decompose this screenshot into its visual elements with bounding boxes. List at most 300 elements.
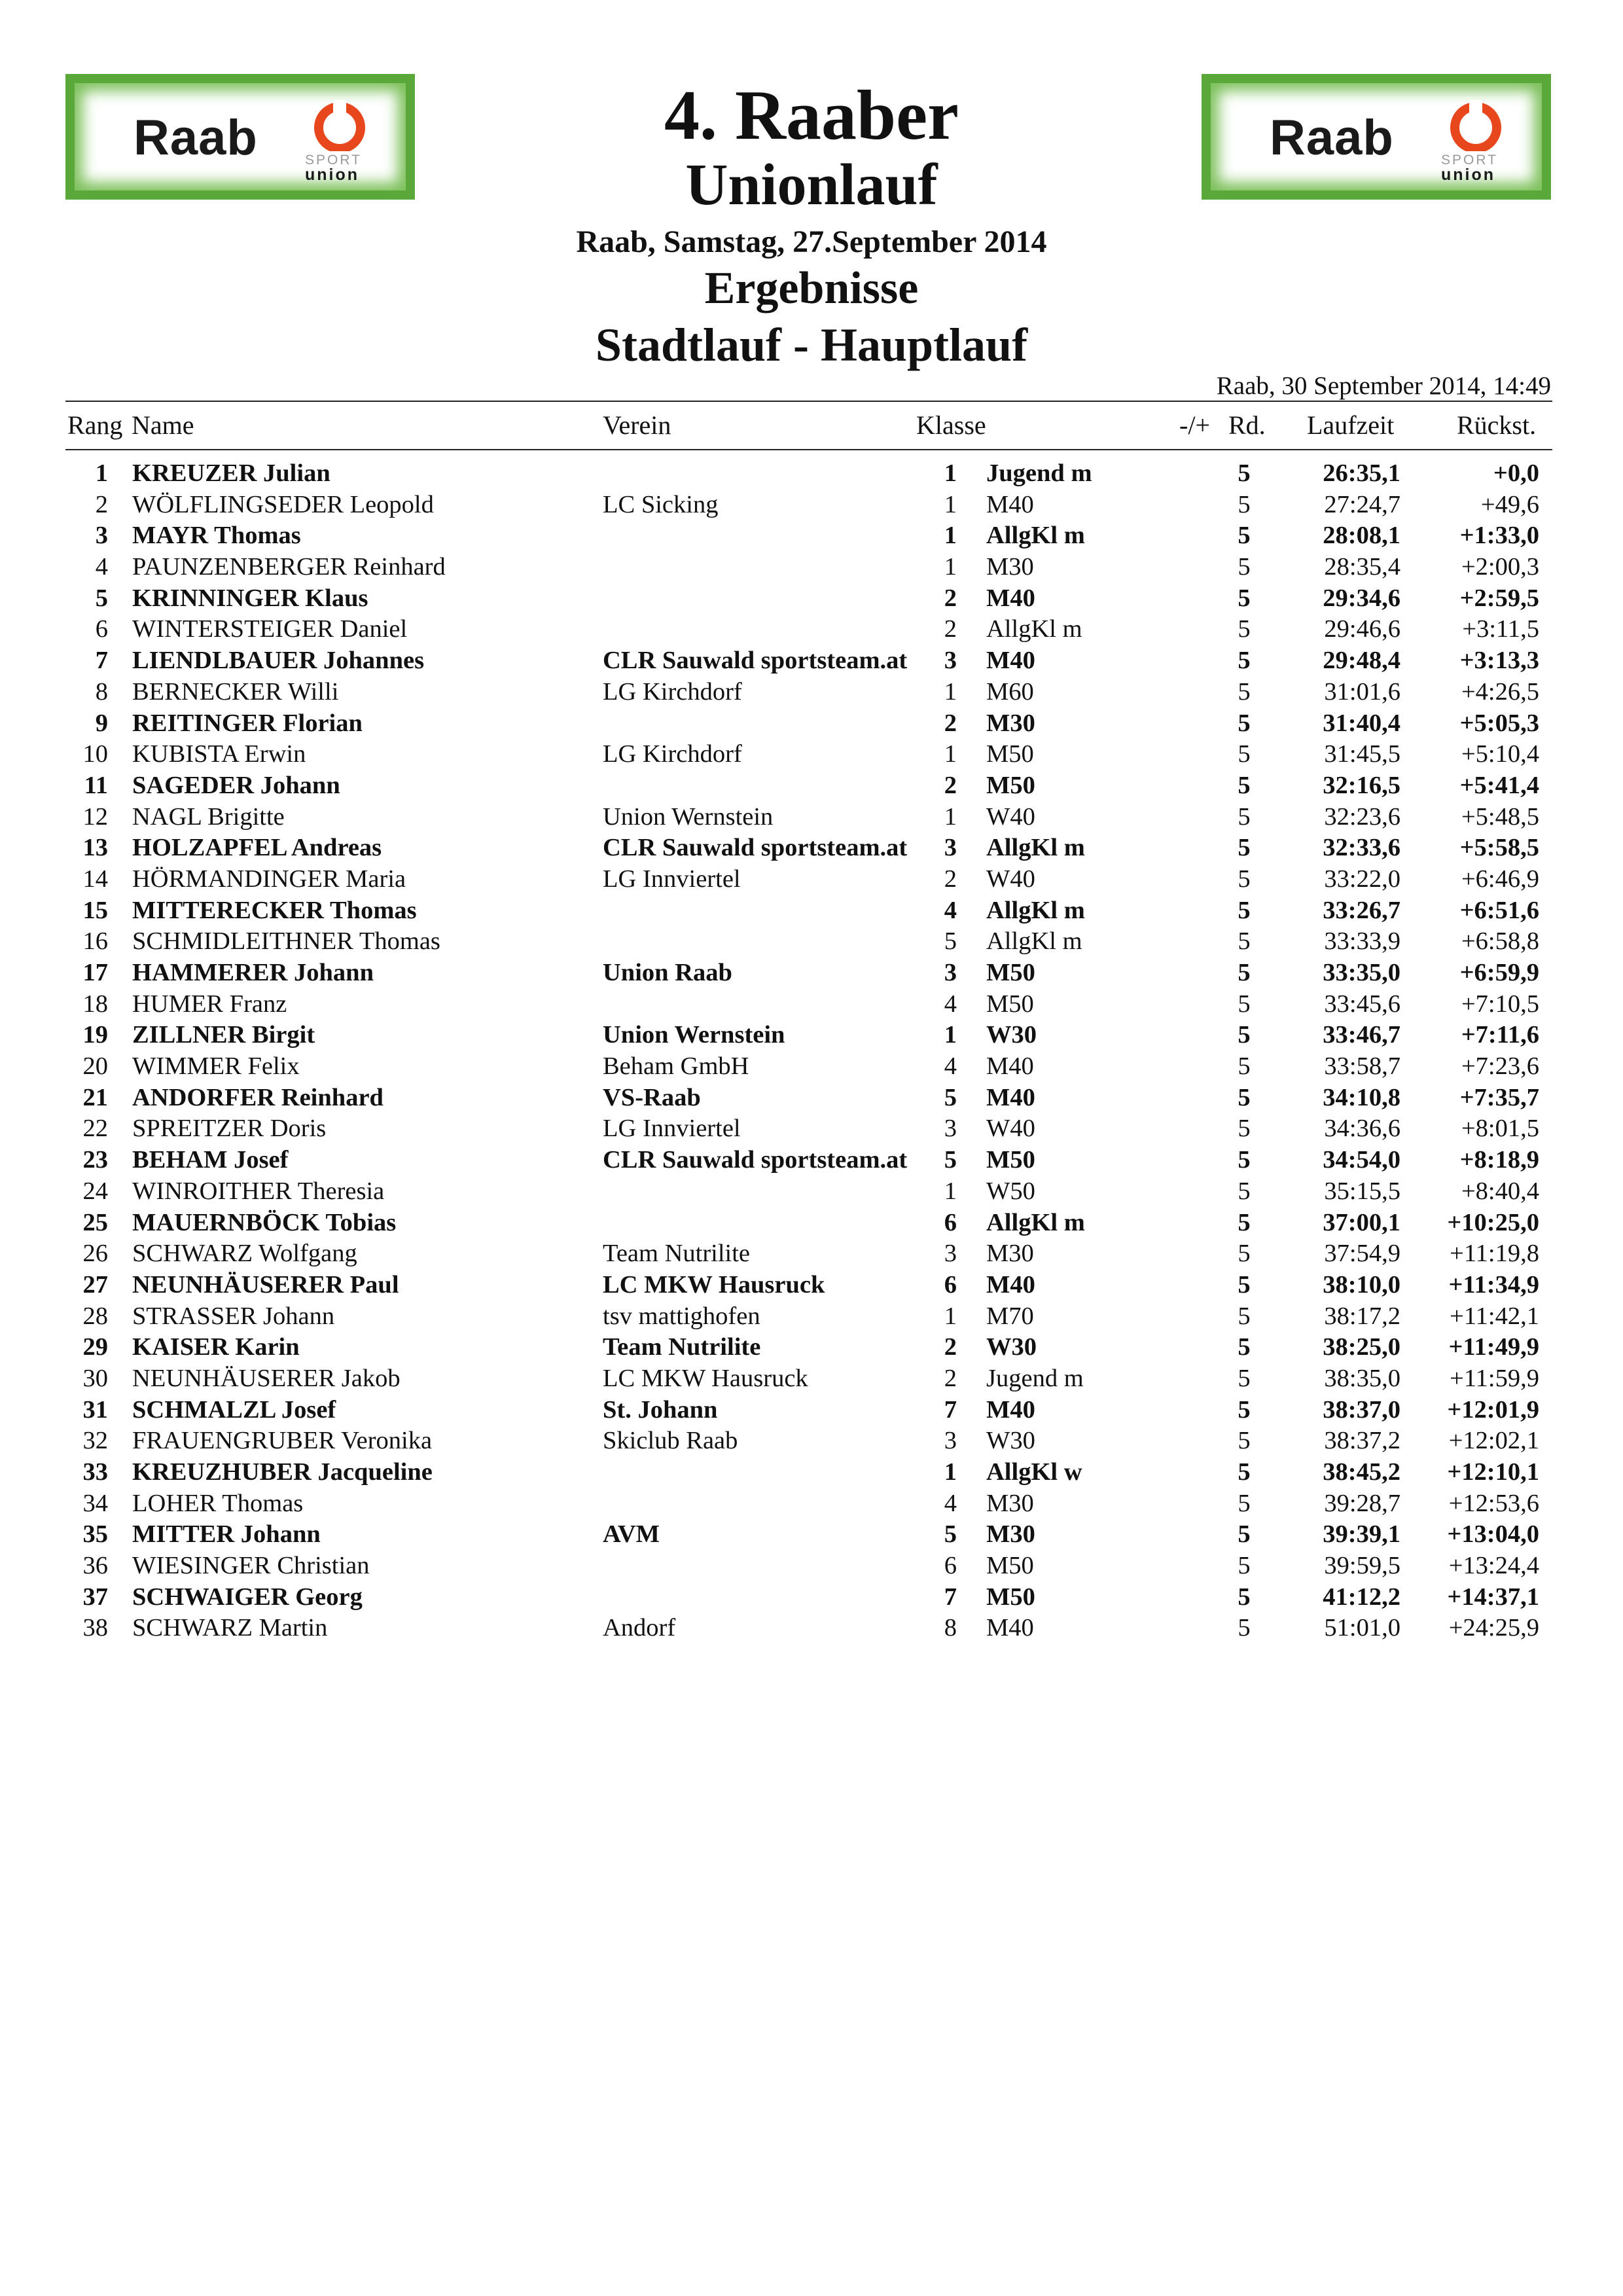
result-name: LIENDLBAUER Johannes xyxy=(132,647,425,675)
result-name: FRAUENGRUBER Veronika xyxy=(132,1427,433,1455)
result-verein: CLR Sauwald sportsteam.at xyxy=(603,1146,908,1174)
result-name: MAUERNBÖCK Tobias xyxy=(132,1208,397,1236)
result-name: NAGL Brigitte xyxy=(132,802,285,831)
result-class-position: 1 xyxy=(944,1302,957,1330)
result-rueckstand: +12:02,1 xyxy=(1448,1427,1539,1455)
header-klasse: Klasse xyxy=(916,410,986,440)
result-rueckstand: +3:11,5 xyxy=(1462,615,1539,643)
result-laufzeit: 34:10,8 xyxy=(1323,1083,1400,1111)
result-klasse: Jugend m xyxy=(986,459,1092,487)
result-class-position: 4 xyxy=(944,990,957,1018)
result-rounds: 5 xyxy=(1238,865,1251,893)
result-rueckstand: +5:41,4 xyxy=(1459,771,1539,799)
result-name: MAYR Thomas xyxy=(132,522,301,550)
result-verein: LG Kirchdorf xyxy=(603,677,742,706)
result-name: WIESINGER Christian xyxy=(132,1552,370,1580)
table-row xyxy=(0,739,1623,770)
result-rang: 26 xyxy=(82,1240,108,1268)
result-rounds: 5 xyxy=(1238,677,1251,706)
result-name: WINROITHER Theresia xyxy=(132,1177,385,1205)
result-rueckstand: +5:58,5 xyxy=(1459,834,1539,862)
result-class-position: 2 xyxy=(944,865,957,893)
result-rang: 19 xyxy=(82,1021,108,1049)
result-class-position: 3 xyxy=(944,647,957,675)
result-rueckstand: +13:04,0 xyxy=(1447,1520,1539,1549)
result-verein: LG Kirchdorf xyxy=(603,740,742,768)
result-class-position: 3 xyxy=(944,959,957,986)
table-row xyxy=(0,1519,1623,1551)
table-row xyxy=(0,895,1623,927)
result-rang: 1 xyxy=(95,459,108,487)
result-laufzeit: 39:28,7 xyxy=(1324,1489,1400,1517)
result-name: NEUNHÄUSERER Jakob xyxy=(132,1364,401,1392)
result-name: REITINGER Florian xyxy=(132,709,363,737)
result-klasse: AllgKl m xyxy=(986,615,1082,643)
result-laufzeit: 38:35,0 xyxy=(1324,1364,1400,1392)
result-class-position: 1 xyxy=(944,740,957,768)
table-row xyxy=(0,1270,1623,1301)
table-row xyxy=(0,583,1623,615)
result-class-position: 1 xyxy=(944,1021,957,1049)
result-laufzeit: 29:34,6 xyxy=(1323,584,1400,612)
table-row xyxy=(0,645,1623,677)
result-klasse: W30 xyxy=(986,1427,1035,1455)
logo-right-union: union xyxy=(1441,166,1496,184)
result-rueckstand: +1:33,0 xyxy=(1459,522,1539,550)
result-laufzeit: 38:25,0 xyxy=(1323,1333,1400,1361)
result-rounds: 5 xyxy=(1238,1395,1251,1424)
result-rueckstand: +14:37,1 xyxy=(1447,1583,1539,1611)
result-rueckstand: +24:25,9 xyxy=(1448,1614,1539,1642)
result-name: BEHAM Josef xyxy=(132,1146,289,1174)
result-klasse: M50 xyxy=(986,959,1035,986)
result-verein: CLR Sauwald sportsteam.at xyxy=(603,834,908,862)
result-rounds: 5 xyxy=(1238,1021,1251,1049)
result-rueckstand: +2:00,3 xyxy=(1461,553,1539,581)
result-laufzeit: 29:48,4 xyxy=(1323,647,1400,675)
table-row xyxy=(0,708,1623,740)
result-laufzeit: 38:10,0 xyxy=(1323,1270,1400,1299)
result-klasse: M30 xyxy=(986,1520,1035,1549)
result-laufzeit: 32:33,6 xyxy=(1323,834,1400,862)
result-rang: 8 xyxy=(95,677,108,706)
result-rounds: 5 xyxy=(1238,802,1251,831)
table-row xyxy=(0,1238,1623,1270)
result-rang: 23 xyxy=(82,1146,108,1174)
result-klasse: M50 xyxy=(986,771,1035,799)
result-laufzeit: 39:59,5 xyxy=(1324,1552,1400,1580)
result-laufzeit: 33:26,7 xyxy=(1323,896,1400,924)
result-name: KAISER Karin xyxy=(132,1333,300,1361)
logo-right-sport: SPORT xyxy=(1441,152,1498,168)
result-klasse: W50 xyxy=(986,1177,1035,1205)
result-class-position: 1 xyxy=(944,459,957,487)
result-klasse: M40 xyxy=(986,1614,1034,1642)
result-klasse: W30 xyxy=(986,1021,1037,1049)
result-name: WIMMER Felix xyxy=(132,1052,300,1081)
result-klasse: M40 xyxy=(986,1052,1034,1081)
result-laufzeit: 33:45,6 xyxy=(1324,990,1400,1018)
result-rueckstand: +12:10,1 xyxy=(1447,1458,1539,1486)
result-rounds: 5 xyxy=(1238,1614,1251,1642)
result-rueckstand: +8:01,5 xyxy=(1461,1115,1539,1143)
result-class-position: 2 xyxy=(944,771,957,799)
result-rang: 2 xyxy=(95,490,108,518)
result-laufzeit: 31:40,4 xyxy=(1323,709,1400,737)
result-rounds: 5 xyxy=(1238,584,1251,612)
result-name: HOLZAPFEL Andreas xyxy=(132,834,382,862)
result-class-position: 2 xyxy=(944,615,957,643)
result-rang: 22 xyxy=(82,1115,108,1143)
table-row xyxy=(0,989,1623,1020)
result-laufzeit: 26:35,1 xyxy=(1323,459,1400,487)
result-name: SCHMIDLEITHNER Thomas xyxy=(132,927,440,956)
result-klasse: M40 xyxy=(986,1270,1035,1299)
result-klasse: M70 xyxy=(986,1302,1034,1330)
table-row xyxy=(0,1020,1623,1051)
result-name: NEUNHÄUSERER Paul xyxy=(132,1270,399,1299)
result-laufzeit: 33:46,7 xyxy=(1323,1021,1400,1049)
result-klasse: M50 xyxy=(986,1552,1034,1580)
table-row xyxy=(0,1395,1623,1426)
result-class-position: 4 xyxy=(944,896,957,924)
result-verein: tsv mattighofen xyxy=(603,1302,760,1330)
result-rang: 28 xyxy=(82,1302,108,1330)
result-klasse: M30 xyxy=(986,1489,1034,1517)
header-verein: Verein xyxy=(603,410,671,440)
result-rueckstand: +12:01,9 xyxy=(1447,1395,1539,1424)
result-rang: 38 xyxy=(82,1614,108,1642)
result-rounds: 5 xyxy=(1238,834,1251,862)
result-rueckstand: +7:23,6 xyxy=(1461,1052,1539,1081)
result-name: MITTER Johann xyxy=(132,1520,321,1549)
result-klasse: AllgKl w xyxy=(986,1458,1082,1486)
result-rang: 29 xyxy=(82,1333,108,1361)
result-klasse: M40 xyxy=(986,1083,1035,1111)
result-class-position: 1 xyxy=(944,553,957,581)
result-klasse: W40 xyxy=(986,1115,1035,1143)
result-rang: 31 xyxy=(82,1395,108,1424)
result-name: SPREITZER Doris xyxy=(132,1115,327,1143)
result-klasse: M50 xyxy=(986,990,1034,1018)
result-name: HUMER Franz xyxy=(132,990,287,1018)
result-laufzeit: 37:54,9 xyxy=(1324,1240,1400,1268)
result-rang: 18 xyxy=(82,990,108,1018)
result-klasse: AllgKl m xyxy=(986,896,1085,924)
result-verein: LG Innviertel xyxy=(603,865,741,893)
result-class-position: 6 xyxy=(944,1270,957,1299)
result-rang: 27 xyxy=(82,1270,108,1299)
result-rang: 6 xyxy=(95,615,108,643)
event-title: 4. Raaber xyxy=(664,77,959,154)
result-laufzeit: 38:37,0 xyxy=(1323,1395,1400,1424)
table-row xyxy=(0,770,1623,802)
result-laufzeit: 38:45,2 xyxy=(1323,1458,1400,1486)
result-verein: AVM xyxy=(603,1520,660,1549)
table-row xyxy=(0,1176,1623,1208)
result-laufzeit: 34:36,6 xyxy=(1324,1115,1400,1143)
result-rounds: 5 xyxy=(1238,1458,1251,1486)
header-rule-bottom xyxy=(65,449,1552,450)
result-klasse: M50 xyxy=(986,1583,1035,1611)
result-class-position: 8 xyxy=(944,1614,957,1642)
table-row xyxy=(0,677,1623,708)
result-verein: St. Johann xyxy=(603,1395,718,1424)
result-class-position: 7 xyxy=(944,1395,957,1424)
header-rd: Rd. xyxy=(1228,410,1266,440)
result-laufzeit: 28:35,4 xyxy=(1324,553,1400,581)
result-rounds: 5 xyxy=(1238,1583,1251,1611)
table-row xyxy=(0,1582,1623,1613)
header-laufzeit: Laufzeit xyxy=(1307,410,1395,440)
result-rounds: 5 xyxy=(1238,1083,1251,1111)
result-class-position: 7 xyxy=(944,1583,957,1611)
result-rueckstand: +8:40,4 xyxy=(1461,1177,1539,1205)
logo-left-word: Raab xyxy=(134,110,258,166)
result-class-position: 2 xyxy=(944,1333,957,1361)
result-rueckstand: +11:42,1 xyxy=(1450,1302,1539,1330)
result-klasse: M50 xyxy=(986,1146,1035,1174)
result-verein: Skiclub Raab xyxy=(603,1427,738,1455)
result-rounds: 5 xyxy=(1238,1146,1251,1174)
header-rueckstand: Rückst. xyxy=(1457,410,1537,440)
result-klasse: W40 xyxy=(986,802,1035,831)
result-laufzeit: 34:54,0 xyxy=(1323,1146,1400,1174)
result-rang: 7 xyxy=(95,647,108,675)
result-klasse: M30 xyxy=(986,553,1034,581)
result-name: HÖRMANDINGER Maria xyxy=(132,865,406,893)
result-laufzeit: 32:23,6 xyxy=(1324,802,1400,831)
result-laufzeit: 33:35,0 xyxy=(1323,959,1400,986)
table-row xyxy=(0,490,1623,521)
result-class-position: 6 xyxy=(944,1552,957,1580)
result-laufzeit: 28:08,1 xyxy=(1323,522,1400,550)
result-class-position: 5 xyxy=(944,1520,957,1549)
table-row xyxy=(0,833,1623,864)
result-rounds: 5 xyxy=(1238,771,1251,799)
result-rang: 15 xyxy=(82,896,108,924)
result-laufzeit: 32:16,5 xyxy=(1323,771,1400,799)
result-laufzeit: 38:37,2 xyxy=(1324,1427,1400,1455)
result-name: KREUZER Julian xyxy=(132,459,330,487)
result-klasse: M40 xyxy=(986,584,1035,612)
result-rounds: 5 xyxy=(1238,1115,1251,1143)
result-rounds: 5 xyxy=(1238,615,1251,643)
result-laufzeit: 41:12,2 xyxy=(1323,1583,1400,1611)
result-rang: 3 xyxy=(95,522,108,550)
result-verein: CLR Sauwald sportsteam.at xyxy=(603,647,908,675)
result-rounds: 5 xyxy=(1238,740,1251,768)
result-rounds: 5 xyxy=(1238,522,1251,550)
logo-left-union: union xyxy=(305,166,360,184)
result-name: KUBISTA Erwin xyxy=(132,740,306,768)
table-row xyxy=(0,1208,1623,1239)
result-klasse: M60 xyxy=(986,677,1034,706)
result-rueckstand: +7:35,7 xyxy=(1459,1083,1539,1111)
result-class-position: 5 xyxy=(944,927,957,956)
result-rueckstand: +7:10,5 xyxy=(1461,990,1539,1018)
result-rounds: 5 xyxy=(1238,1489,1251,1517)
result-rounds: 5 xyxy=(1238,459,1251,487)
table-row xyxy=(0,1488,1623,1520)
result-klasse: W40 xyxy=(986,865,1035,893)
result-rang: 24 xyxy=(82,1177,108,1205)
result-name: ANDORFER Reinhard xyxy=(132,1083,383,1111)
result-laufzeit: 38:17,2 xyxy=(1324,1302,1400,1330)
table-row xyxy=(0,1426,1623,1457)
result-rueckstand: +7:11,6 xyxy=(1461,1021,1539,1049)
result-rang: 12 xyxy=(82,802,108,831)
result-verein: Team Nutrilite xyxy=(603,1240,751,1268)
result-name: STRASSER Johann xyxy=(132,1302,335,1330)
result-verein: Team Nutrilite xyxy=(603,1333,761,1361)
result-class-position: 4 xyxy=(944,1489,957,1517)
table-row xyxy=(0,1551,1623,1582)
result-class-position: 2 xyxy=(944,1364,957,1392)
header-rule-top xyxy=(65,401,1552,402)
result-rounds: 5 xyxy=(1238,490,1251,518)
result-rounds: 5 xyxy=(1238,927,1251,956)
result-verein: Andorf xyxy=(603,1614,676,1642)
result-rounds: 5 xyxy=(1238,959,1251,986)
result-klasse: AllgKl m xyxy=(986,834,1085,862)
result-name: SCHMALZL Josef xyxy=(132,1395,336,1424)
result-rounds: 5 xyxy=(1238,1333,1251,1361)
result-rueckstand: +6:51,6 xyxy=(1459,896,1539,924)
table-row xyxy=(0,520,1623,552)
result-rounds: 5 xyxy=(1238,1208,1251,1236)
result-class-position: 3 xyxy=(944,1240,957,1268)
result-rueckstand: +11:49,9 xyxy=(1448,1333,1539,1361)
result-klasse: M50 xyxy=(986,740,1034,768)
table-row xyxy=(0,1363,1623,1395)
result-verein: LC MKW Hausruck xyxy=(603,1364,808,1392)
result-klasse: M40 xyxy=(986,1395,1035,1424)
table-row xyxy=(0,1113,1623,1145)
result-verein: LC MKW Hausruck xyxy=(603,1270,825,1299)
result-rounds: 5 xyxy=(1238,1427,1251,1455)
result-rueckstand: +2:59,5 xyxy=(1459,584,1539,612)
result-rounds: 5 xyxy=(1238,553,1251,581)
table-row xyxy=(0,864,1623,895)
table-row xyxy=(0,1083,1623,1114)
result-klasse: AllgKl m xyxy=(986,927,1082,956)
result-verein: Union Wernstein xyxy=(603,1021,785,1049)
result-rounds: 5 xyxy=(1238,896,1251,924)
result-rueckstand: +49,6 xyxy=(1480,490,1539,518)
result-rueckstand: +6:46,9 xyxy=(1461,865,1539,893)
result-rounds: 5 xyxy=(1238,1552,1251,1580)
table-row xyxy=(0,458,1623,490)
result-klasse: M30 xyxy=(986,1240,1034,1268)
result-rounds: 5 xyxy=(1238,1520,1251,1549)
result-rueckstand: +6:58,8 xyxy=(1461,927,1539,956)
logo-right-word: Raab xyxy=(1270,110,1394,166)
result-klasse: M40 xyxy=(986,490,1034,518)
table-row xyxy=(0,926,1623,958)
result-rounds: 5 xyxy=(1238,647,1251,675)
result-rang: 25 xyxy=(82,1208,108,1236)
table-row xyxy=(0,958,1623,989)
result-rang: 4 xyxy=(95,553,108,581)
result-class-position: 5 xyxy=(944,1083,957,1111)
result-rang: 14 xyxy=(82,865,108,893)
result-verein: LG Innviertel xyxy=(603,1115,741,1143)
result-rang: 33 xyxy=(82,1458,108,1486)
result-class-position: 5 xyxy=(944,1146,957,1174)
results-table xyxy=(0,458,1623,1644)
result-class-position: 6 xyxy=(944,1208,957,1236)
table-row xyxy=(0,1613,1623,1644)
result-verein: LC Sicking xyxy=(603,490,719,518)
result-rueckstand: +5:10,4 xyxy=(1461,740,1539,768)
result-rounds: 5 xyxy=(1238,1240,1251,1268)
result-class-position: 1 xyxy=(944,1458,957,1486)
result-laufzeit: 37:00,1 xyxy=(1323,1208,1400,1236)
result-name: SCHWARZ Martin xyxy=(132,1614,328,1642)
result-rang: 13 xyxy=(82,834,108,862)
result-laufzeit: 33:22,0 xyxy=(1324,865,1400,893)
result-rang: 36 xyxy=(82,1552,108,1580)
result-rueckstand: +3:13,3 xyxy=(1459,647,1539,675)
result-rounds: 5 xyxy=(1238,1177,1251,1205)
result-rueckstand: +8:18,9 xyxy=(1459,1146,1539,1174)
result-rang: 21 xyxy=(82,1083,108,1111)
result-laufzeit: 27:24,7 xyxy=(1324,490,1400,518)
result-klasse: AllgKl m xyxy=(986,1208,1085,1236)
result-klasse: M30 xyxy=(986,709,1035,737)
header-name: Name xyxy=(132,410,194,440)
result-rang: 9 xyxy=(95,709,108,737)
table-row xyxy=(0,614,1623,645)
header-change: -/+ xyxy=(1179,410,1210,440)
event-date: Raab, Samstag, 27.September 2014 xyxy=(576,224,1047,259)
result-verein: VS-Raab xyxy=(603,1083,701,1111)
race-name: Stadtlauf - Hauptlauf xyxy=(595,319,1028,371)
result-rounds: 5 xyxy=(1238,1052,1251,1081)
result-name: BERNECKER Willi xyxy=(132,677,339,706)
result-name: SCHWARZ Wolfgang xyxy=(132,1240,357,1268)
result-name: WÖLFLINGSEDER Leopold xyxy=(132,490,434,518)
result-class-position: 2 xyxy=(944,709,957,737)
result-rang: 20 xyxy=(82,1052,108,1081)
result-rang: 37 xyxy=(82,1583,108,1611)
result-laufzeit: 29:46,6 xyxy=(1324,615,1400,643)
result-rueckstand: +12:53,6 xyxy=(1448,1489,1539,1517)
result-verein: Union Raab xyxy=(603,959,732,986)
result-klasse: AllgKl m xyxy=(986,522,1085,550)
result-name: KRINNINGER Klaus xyxy=(132,584,368,612)
result-rueckstand: +6:59,9 xyxy=(1459,959,1539,986)
result-klasse: W30 xyxy=(986,1333,1037,1361)
result-rounds: 5 xyxy=(1238,990,1251,1018)
event-title-line2: Unionlauf xyxy=(685,152,938,217)
result-klasse: Jugend m xyxy=(986,1364,1084,1392)
result-laufzeit: 33:58,7 xyxy=(1324,1052,1400,1081)
results-heading: Ergebnisse xyxy=(704,263,919,314)
result-class-position: 3 xyxy=(944,1427,957,1455)
result-name: HAMMERER Johann xyxy=(132,959,374,986)
result-class-position: 1 xyxy=(944,1177,957,1205)
table-row xyxy=(0,552,1623,583)
result-rounds: 5 xyxy=(1238,709,1251,737)
result-laufzeit: 33:33,9 xyxy=(1324,927,1400,956)
table-row xyxy=(0,1051,1623,1083)
result-rueckstand: +0,0 xyxy=(1493,459,1539,487)
table-row xyxy=(0,1332,1623,1363)
result-name: WINTERSTEIGER Daniel xyxy=(132,615,408,643)
result-class-position: 3 xyxy=(944,834,957,862)
